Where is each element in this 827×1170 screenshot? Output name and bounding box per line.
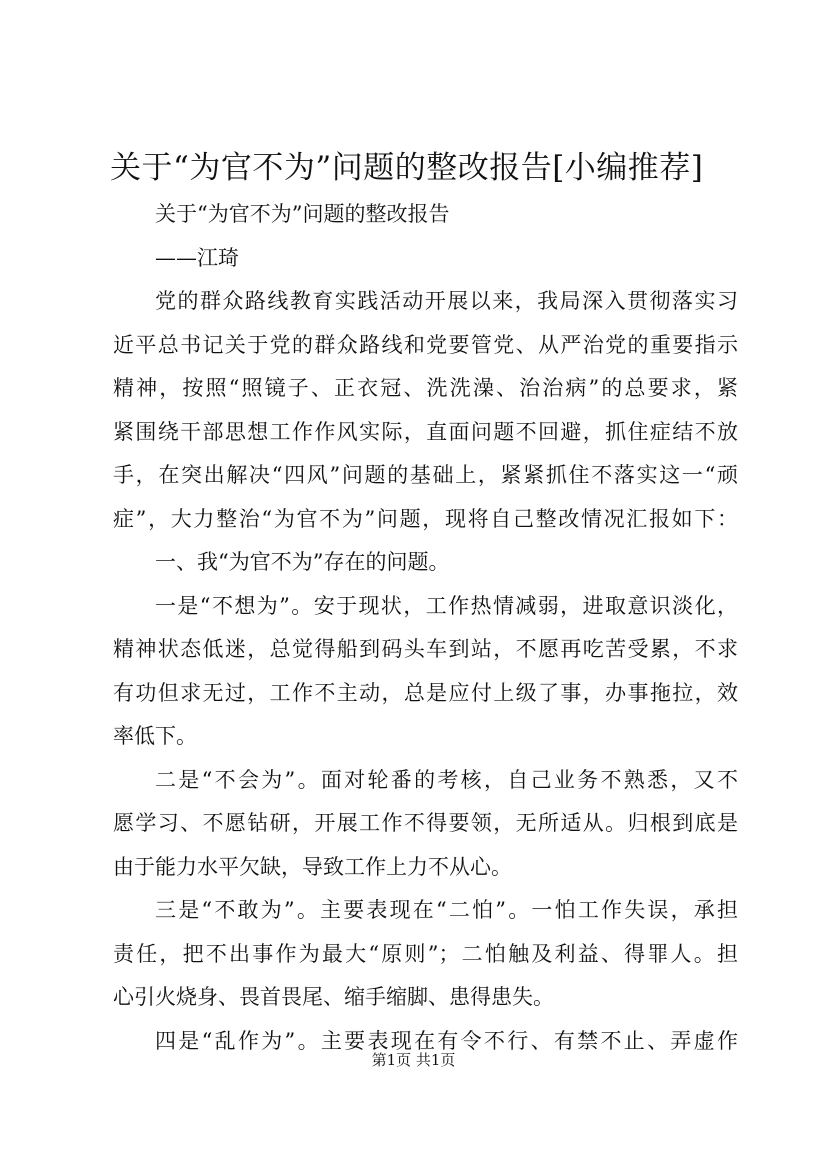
paragraph-line: 由于能力水平欠缺，导致工作上力不从心。 (113, 854, 512, 879)
paragraph-line: 近平总书记关于党的群众路线和党要管党、从严治党的重要指示 (113, 332, 738, 357)
paragraph-line: 有功但求无过，工作不主动，总是应付上级了事，办事拖拉，效 (113, 680, 738, 705)
page-footer: 第1页 共1页 (371, 1051, 456, 1069)
paragraph-line: 紧围绕干部思想工作作风实际，直面问题不回避，抓住症结不放 (113, 419, 738, 444)
paragraph-line: 责任，把不出事作为最大“原则”；二怕触及利益、得罪人。担 (113, 941, 738, 966)
paragraph-line: 手，在突出解决“四风”问题的基础上，紧紧抓住不落实这一“顽 (113, 463, 738, 487)
paragraph (113, 585, 738, 759)
paragraph-line: 精神，按照“照镜子、正衣冠、洗洗澡、治治病”的总要求，紧 (113, 376, 738, 400)
paragraph (113, 889, 738, 1020)
paragraph (113, 759, 738, 890)
paragraph-line: 一、我“为官不为”存在的问题。 (155, 550, 450, 574)
paragraph-line: 精神状态低迷，总觉得船到码头车到站，不愿再吃苦受累，不求 (113, 637, 738, 661)
paragraph-line: 三是“不敢为”。主要表现在“二怕”。一怕工作失误，承担 (155, 898, 738, 922)
paragraph-line: 四是“乱作为”。主要表现在有令不行、有禁不止、弄虚作 (155, 1028, 738, 1053)
paragraph (113, 280, 738, 541)
paragraph-line: 心引火烧身、畏首畏尾、缩手缩脚、患得患失。 (113, 985, 554, 1009)
document-body (113, 193, 738, 1063)
section-heading (113, 541, 738, 585)
document-subtitle: 关于“为官不为”问题的整改报告 (155, 202, 450, 226)
document-author: ——江琦 (155, 245, 239, 270)
paragraph-line: 愿学习、不愿钻研，开展工作不得要领，无所适从。归根到底是 (113, 811, 738, 835)
paragraph-line: 党的群众路线教育实践活动开展以来，我局深入贯彻落实习 (155, 289, 738, 313)
document-title: 关于“为官不为”问题的整改报告[小编推荐] (110, 150, 704, 186)
paragraph-line: 症”，大力整治“为官不为”问题，现将自己整改情况汇报如下： (113, 506, 738, 531)
paragraph-line: 率低下。 (113, 724, 197, 748)
paragraph-line: 二是“不会为”。面对轮番的考核，自己业务不熟悉，又不 (155, 767, 738, 792)
paragraph-line: 一是“不想为”。安于现状，工作热情减弱，进取意识淡化， (155, 593, 738, 618)
